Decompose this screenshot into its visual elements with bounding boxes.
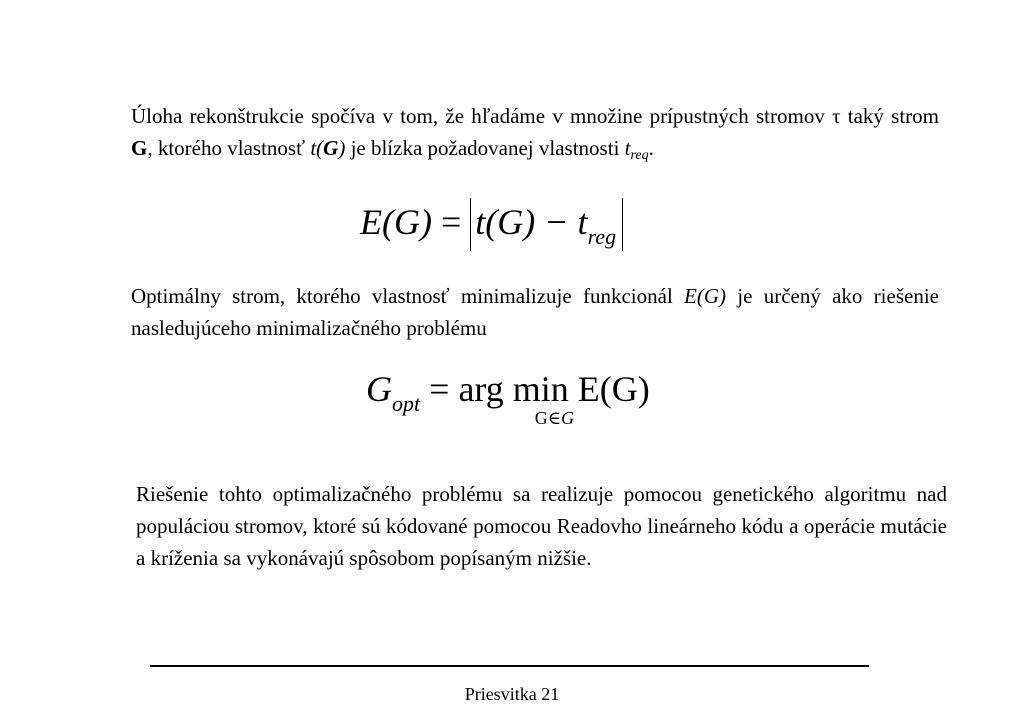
- p2-text-1: Optimálny strom, ktorého vlastnosť minimalizuje funkcionál: [131, 284, 685, 308]
- p2-text-2: je určený ako riešenie nasledujúceho minimalizačného problému: [131, 284, 939, 340]
- paragraph-optimal-tree: [131, 280, 939, 344]
- eq2-G: G: [366, 369, 392, 409]
- eq1-lhs: E(G): [360, 202, 432, 242]
- eq2-min-operator: [512, 368, 575, 428]
- eq2-subscript-opt: opt: [392, 391, 421, 416]
- t-req-var: t: [624, 136, 631, 160]
- eq2-equals: =: [429, 369, 450, 409]
- eq2-under-limit: [535, 408, 574, 429]
- tG-G: G: [323, 136, 339, 160]
- p1-text-3: , ktorého vlastnosť: [147, 136, 311, 160]
- tau-symbol: τ: [832, 104, 841, 128]
- eq1-inner: t(G) − t: [475, 202, 588, 242]
- paragraph-reconstruction-task: [131, 100, 939, 168]
- p2-EG: E(G): [684, 284, 727, 308]
- t-req-subscript: req: [630, 148, 649, 163]
- paragraph-genetic-algorithm: Riešenie tohto optimalizačného problému sa realizuje pomocou genetického algoritmu nad populáciou stromov, ktoré sú kódované pomocou Readovho lineárneho kódu a operácie mutácie a kríženia sa vykonávajú spôsobom popísaným nižšie.: [136, 482, 947, 570]
- eq1-absolute-value: [470, 198, 623, 251]
- equation-error-function: [360, 198, 623, 251]
- tG-open: t(: [310, 136, 324, 160]
- under-in-symbol: ∈: [547, 408, 562, 428]
- eq1-equals: =: [440, 202, 462, 242]
- eq2-function: E(G): [577, 369, 650, 409]
- tG-close: ): [338, 136, 346, 160]
- under-set-G: G: [561, 408, 575, 428]
- eq2-min: min: [512, 369, 569, 409]
- equation-argmin: [366, 368, 650, 428]
- under-G: G: [534, 408, 548, 428]
- p1-text-1: Úloha rekonštrukcie spočíva v tom, že hľadáme v množine prípustných stromov: [131, 104, 833, 128]
- p1-text-4: je blízka požadovanej vlastnosti: [345, 136, 625, 160]
- p1-text-5: .: [648, 136, 654, 160]
- eq1-subscript: reg: [587, 224, 617, 249]
- slide-number: Priesvitka 21: [464, 684, 560, 704]
- footer-divider: [150, 665, 869, 667]
- tree-G-bold: G: [131, 136, 148, 160]
- p1-text-2: taký strom: [840, 104, 939, 128]
- eq2-arg: arg: [458, 369, 504, 409]
